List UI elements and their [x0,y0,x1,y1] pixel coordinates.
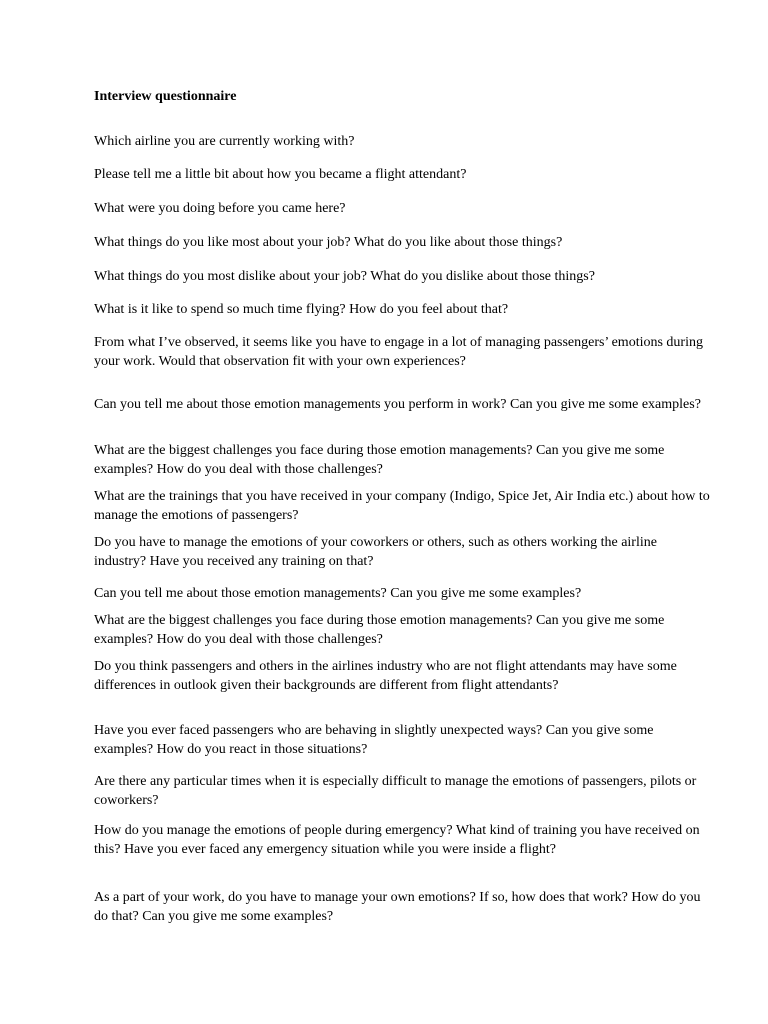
question-11: Do you have to manage the emotions of your coworkers or others, such as others working the airline industry? Have you received any training on that? [94,535,657,569]
question-7: From what I’ve observed, it seems like you have to engage in a lot of managing passengers’ emotions during your work. Would that observation fit with your own experiences? [94,335,703,369]
question-4: What things do you like most about your job? What do you like about those things? [94,235,563,250]
question-16: Are there any particular times when it is especially difficult to manage the emotions of passengers, pilots or coworkers? [94,774,697,808]
question-9: What are the biggest challenges you face during those emotion managements? Can you give me some examples? How do you deal with those challenges? [94,443,665,477]
page-title: Interview questionnaire [94,89,237,104]
question-15: Have you ever faced passengers who are behaving in slightly unexpected ways? Can you give some examples? How do you react in those situations? [94,723,654,757]
question-17: How do you manage the emotions of people during emergency? What kind of training you have received on this? Have you ever faced any emergency situation while you were inside a flight? [94,823,700,857]
question-5: What things do you most dislike about your job? What do you dislike about those things? [94,269,595,284]
question-8: Can you tell me about those emotion managements you perform in work? Can you give me some examples? [94,397,701,412]
question-3: What were you doing before you came here? [94,201,346,216]
question-2: Please tell me a little bit about how you became a flight attendant? [94,167,467,182]
question-10: What are the trainings that you have received in your company (Indigo, Spice Jet, Air India etc.) about how to manage the emotions of passengers? [94,489,710,523]
question-13: What are the biggest challenges you face during those emotion managements? Can you give me some examples? How do you deal with those challenges? [94,613,665,647]
question-1: Which airline you are currently working with? [94,134,355,149]
question-18: As a part of your work, do you have to manage your own emotions? If so, how does that work? How do you do that? Can you give me some examples? [94,890,701,924]
question-6: What is it like to spend so much time flying? How do you feel about that? [94,302,509,317]
question-12: Can you tell me about those emotion managements? Can you give me some examples? [94,586,582,601]
question-14: Do you think passengers and others in the airlines industry who are not flight attendants may have some differences in outlook given their backgrounds are different from flight attendants? [94,659,677,693]
